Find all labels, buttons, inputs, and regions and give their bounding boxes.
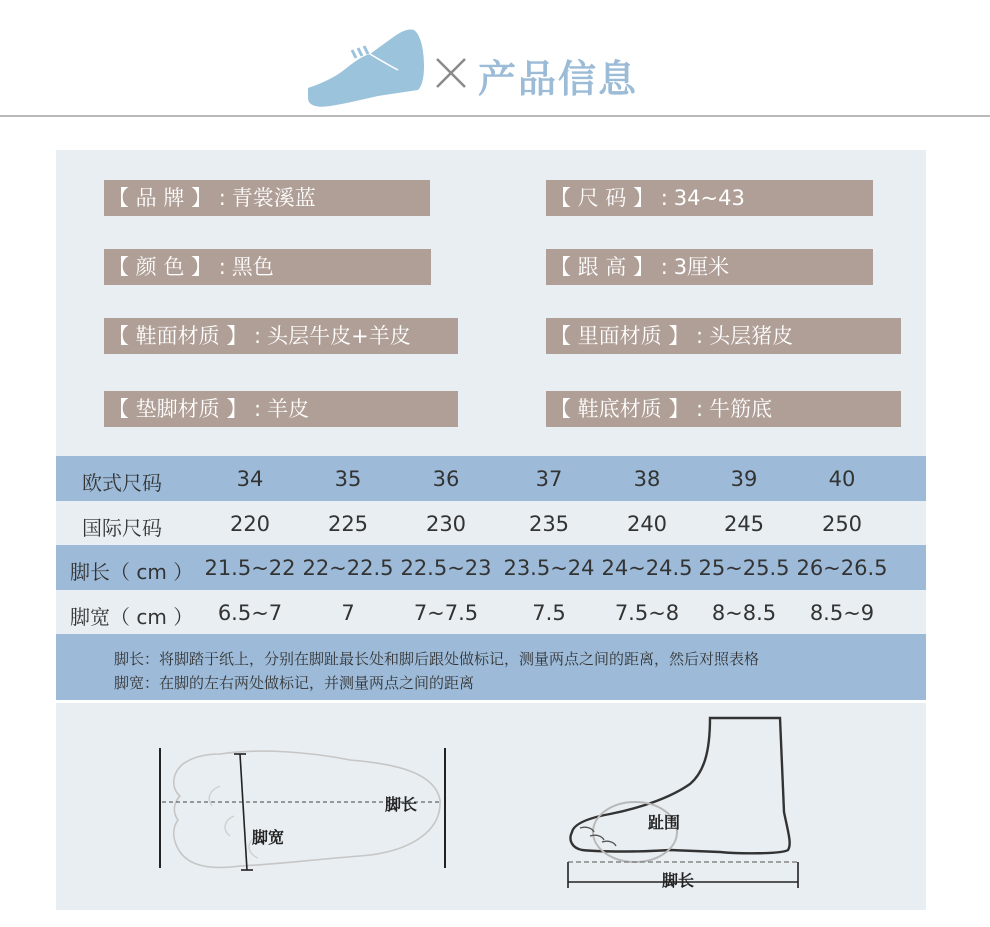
header-divider: [0, 115, 990, 117]
note-foot-length: 脚长：将脚踏于纸上，分别在脚趾最长处和脚后跟处做标记，测量两点之间的距离，然后对照表格: [114, 650, 760, 668]
table-cell: 225: [327, 512, 369, 536]
shoe-icon: [300, 26, 430, 112]
attr-value: 青裳溪蓝: [231, 186, 316, 210]
attr-label: 【 垫脚材质 】 :: [108, 397, 262, 421]
toe-circumference-label: 趾围: [648, 813, 681, 832]
table-cell: 8~8.5: [711, 601, 777, 625]
page-title: 产品信息: [478, 57, 639, 101]
attr-size: [546, 180, 873, 216]
table-row-foot-width: [56, 590, 926, 635]
attr-value: 3厘米: [673, 255, 730, 279]
foot-length-label: 脚长: [385, 795, 418, 814]
table-cell: 39: [730, 467, 758, 491]
attr-label: 【 品 牌 】 :: [108, 186, 226, 210]
attr-color: [104, 249, 431, 285]
table-cell: 21.5~22: [204, 556, 296, 580]
attr-label: 【 尺 码 】 :: [550, 186, 668, 210]
attr-lining-material: [546, 318, 901, 354]
table-cell: 7.5: [532, 601, 566, 625]
attr-label: 【 里面材质 】 :: [550, 324, 704, 348]
foot-width-label: 脚宽: [252, 828, 285, 847]
table-cell: 37: [535, 467, 563, 491]
measurement-notes: [56, 634, 926, 700]
table-row-intl-size: [56, 501, 926, 546]
attr-value: 羊皮: [267, 397, 310, 421]
attr-value: 牛筋底: [709, 397, 773, 421]
table-cell: 250: [821, 512, 863, 536]
table-cell: 6.5~7: [217, 601, 283, 625]
foot-top-view-diagram: [150, 740, 460, 880]
attr-upper-material: [104, 318, 458, 354]
note-foot-width: 脚宽：在脚的左右两处做标记，并测量两点之间的距离: [114, 674, 475, 692]
table-cell: 38: [633, 467, 661, 491]
attr-value: 黑色: [231, 255, 274, 279]
table-cell: 7: [341, 601, 355, 625]
table-cell: 230: [425, 512, 467, 536]
table-row-foot-length: [56, 545, 926, 590]
row-label: 国际尺码: [82, 516, 162, 540]
table-cell: 23.5~24: [503, 556, 595, 580]
table-cell: 235: [528, 512, 570, 536]
table-cell: 25~25.5: [698, 556, 790, 580]
table-cell: 220: [229, 512, 271, 536]
attr-value: 34~43: [673, 186, 745, 210]
attr-heel-height: [546, 249, 873, 285]
table-cell: 36: [432, 467, 460, 491]
foot-length-label: 脚长: [662, 871, 695, 890]
table-cell: 7~7.5: [413, 601, 479, 625]
table-cell: 8.5~9: [809, 601, 875, 625]
table-cell: 240: [626, 512, 668, 536]
row-label: 欧式尺码: [82, 471, 162, 495]
attr-sole-material: [546, 391, 901, 427]
foot-side-view-diagram: [560, 712, 810, 896]
table-cell: 22~22.5: [302, 556, 394, 580]
attr-label: 【 颜 色 】 :: [108, 255, 226, 279]
attr-value: 头层猪皮: [709, 324, 794, 348]
attr-label: 【 鞋面材质 】 :: [108, 324, 262, 348]
table-cell: 24~24.5: [601, 556, 693, 580]
row-label: 脚长（ cm ）: [70, 560, 194, 584]
attr-label: 【 鞋底材质 】 :: [550, 397, 704, 421]
table-cell: 26~26.5: [796, 556, 888, 580]
attr-brand: [104, 180, 430, 216]
table-cell: 22.5~23: [400, 556, 492, 580]
attr-value: 头层牛皮+羊皮: [267, 324, 411, 348]
page-header: [0, 0, 990, 120]
cross-separator-icon: [434, 56, 468, 90]
table-cell: 245: [723, 512, 765, 536]
section-divider: [56, 700, 926, 703]
table-cell: 34: [236, 467, 264, 491]
row-label: 脚宽（ cm ）: [70, 605, 194, 629]
table-cell: 40: [828, 467, 856, 491]
attr-label: 【 跟 高 】 :: [550, 255, 668, 279]
table-cell: 35: [334, 467, 362, 491]
table-cell: 7.5~8: [614, 601, 680, 625]
attr-insole-material: [104, 391, 458, 427]
table-row-eu-size: [56, 456, 926, 501]
